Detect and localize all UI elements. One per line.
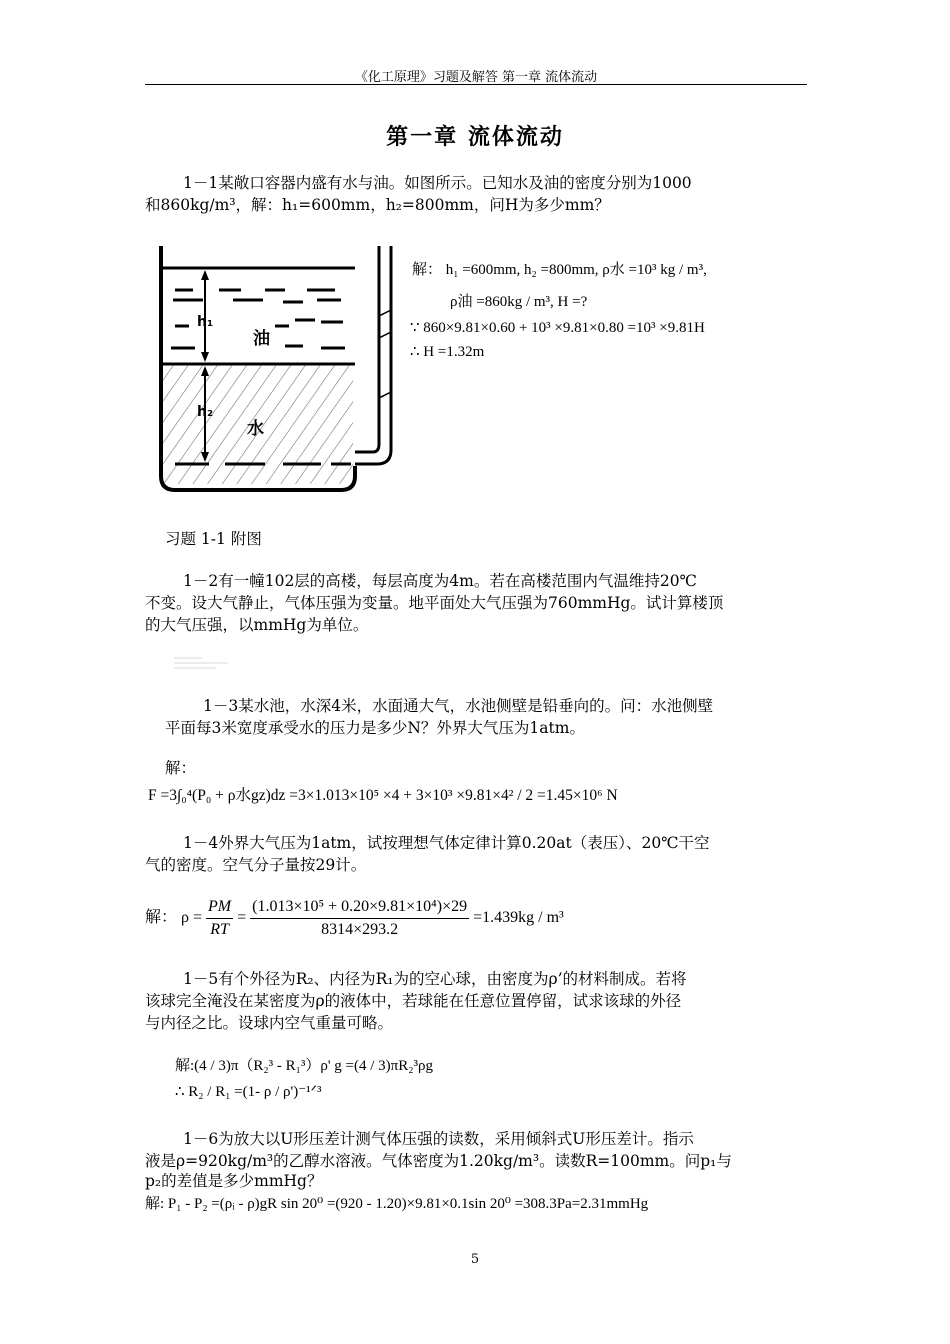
problem-1-4-line1: 1－4外界大气压为1atm，试按理想气体定律计算0.20at（表压）、20℃干空 xyxy=(183,834,710,852)
problem-1-1-figure xyxy=(145,238,420,500)
problem-1-1-solution-line1: 解： h₁ =600mm, h₂ =800mm, ρ水 =10³ kg / m³, xyxy=(412,262,707,278)
problem-1-3-solution-formula: F =3∫₀⁴(P₀ + ρ水gz)dz =3×1.013×10⁵ ×4 + 3×10³ ×9.81×4² / 2 =1.45×10⁶ N xyxy=(148,787,618,804)
problem-1-6-line1: 1－6为放大以U形压差计测气体压强的读数，采用倾斜式U形压差计。指示 xyxy=(183,1130,694,1148)
figure-caption: 习题 1-1 附图 xyxy=(165,530,262,548)
problem-1-5-line1: 1－5有个外径为R₂、内径为R₁为的空心球，由密度为ρ’的材料制成。若将 xyxy=(183,970,687,988)
problem-1-3-line2: 平面每3米宽度承受水的压力是多少N？外界大气压为1atm。 xyxy=(165,719,585,737)
chapter-title: 第一章 流体流动 xyxy=(386,125,564,150)
problem-1-6-line2: 液是ρ=920kg/m³的乙醇水溶液。气体密度为1.20kg/m³。读数R=100mm。问p₁与 xyxy=(145,1152,732,1170)
fig-label-h2: h₂ xyxy=(197,404,214,420)
problem-1-2-line3: 的大气压强，以mmHg为单位。 xyxy=(145,616,369,634)
fig-label-water: 水 xyxy=(247,419,264,439)
p1-4-frac1: $\frac{PM}{RT}$ xyxy=(208,898,232,938)
fig-label-h1: h₁ xyxy=(197,314,214,330)
problem-1-5-line2: 该球完全淹没在某密度为ρ的液体中，若球能在任意位置停留，试求该球的外径 xyxy=(145,992,682,1010)
fig-label-oil: 油 xyxy=(253,329,270,349)
problem-1-1-line2: 和860kg/m³，解：h₁=600mm，h₂=800mm，问H为多少mm？ xyxy=(145,196,610,214)
problem-1-6-line3: p₂的差值是多少mmHg？ xyxy=(145,1172,323,1190)
problem-1-4-line2: 气的密度。空气分子量按29计。 xyxy=(145,856,367,874)
p1-4-rhs: =1.439kg / m³ xyxy=(473,909,564,927)
problem-1-6-solution: 解: P₁ - P₂ =(ρᵢ - ρ)gR sin 20⁰ =(920 - 1.20)×9.81×0.1sin 20⁰ =308.3Pa=2.31mmHg xyxy=(145,1196,649,1212)
problem-1-1-solution-line3: ∵ 860×9.81×0.60 + 10³ ×9.81×0.80 =10³ ×9.81H xyxy=(410,320,705,336)
problem-1-3-line1: 1－3某水池，水深4米，水面通大气，水池侧壁是铅垂向的。问：水池侧壁 xyxy=(203,697,714,715)
problem-1-1-solution-line2: ρ油 =860kg / m³, H =? xyxy=(450,294,588,310)
problem-1-5-solution-line2: ∴ R₂ / R₁ =(1- ρ / ρ')⁻¹ᐟ³ xyxy=(175,1084,322,1100)
problem-1-4-solution: 解： ρ = $\frac{PM}{RT}$ = $\frac{\text{(1.013×10⁵ + 0.20×9.81×10⁴)×29}}{8314\times 293.2}$ =1.439kg / m³ xyxy=(145,898,564,938)
faint-solution-image xyxy=(172,655,230,671)
problem-1-3-solution-label: 解： xyxy=(165,759,197,777)
problem-1-5-line3: 与内径之比。设球内空气重量可略。 xyxy=(145,1014,394,1032)
problem-1-1-line1: 1－1某敞口容器内盛有水与油。如图所示。已知水及油的密度分别为1000 xyxy=(183,174,692,192)
p1-4-frac2: $\frac{\text{(1.013×10⁵ + 0.20×9.81×10⁴)×29}}{8314\times 293.2}$ xyxy=(252,898,468,938)
problem-1-5-solution-line1: 解:(4 / 3)π（R₂³ - R₁³）ρ' g =(4 / 3)πR₂³ρg xyxy=(175,1058,433,1074)
problem-1-2-line1: 1－2有一幢102层的高楼，每层高度为4m。若在高楼范围内气温维持20℃ xyxy=(183,572,697,590)
problem-1-2-line2: 不变。设大气静止，气体压强为变量。地平面处大气压强为760mmHg。试计算楼顶 xyxy=(145,594,724,612)
header-rule xyxy=(145,84,807,85)
page-number: 5 xyxy=(470,1252,480,1267)
page-header: 《化工原理》习题及解答 第一章 流体流动 xyxy=(354,70,598,85)
p1-4-lhs: 解： ρ = xyxy=(145,909,203,927)
problem-1-1-solution-line4: ∴ H =1.32m xyxy=(410,344,485,360)
